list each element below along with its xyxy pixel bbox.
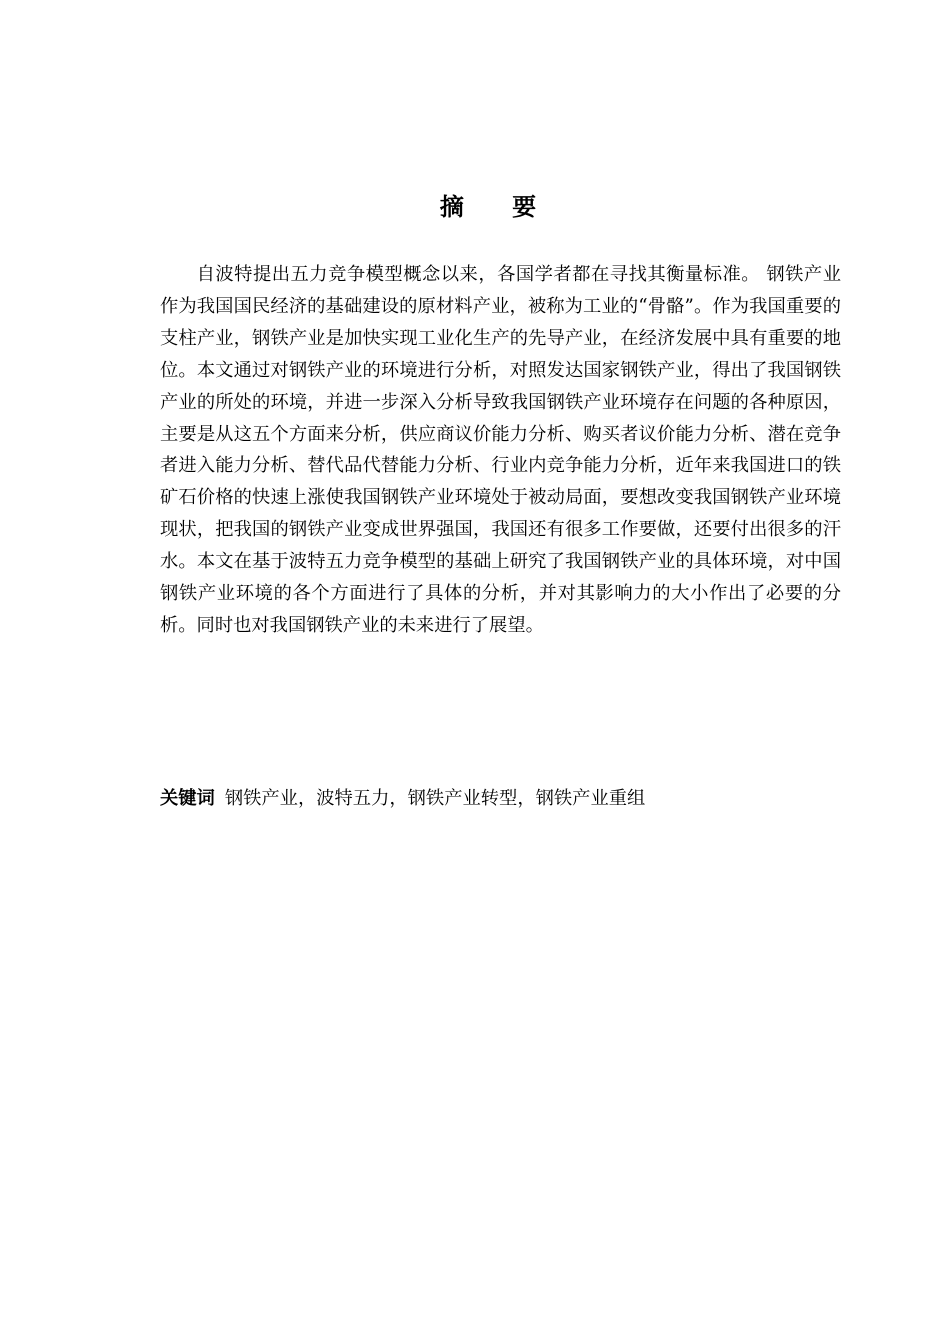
page-title: 摘 要 bbox=[439, 193, 557, 221]
abstract-paragraph: 自波特提出五力竞争模型概念以来，各国学者都在寻找其衡量标准。 钢铁产业作为我国国民经济的基础建设的原材料产业，被称为工业的“骨骼”。作为我国重要的支柱产业，钢铁产业是加快实现工业化生产的先导产业，在经济发展中具有重要的地位。本文通过对钢铁产业的环境进行分析，对照发达国家钢铁产业，得出了我国钢铁产业的所处的环境，并进一步深入分析导致我国钢铁产业环境存在问题的各种原因，主要是从这五个方面来分析，供应商议价能力分析、购买者议价能力分析、潜在竞争者进入能力分析、替代品代替能力分析、行业内竞争能力分析，近年来我国进口的铁矿石价格的快速上涨使我国钢铁产业环境处于被动局面，要想改变我国钢铁产业环境现状，把我国的钢铁产业变成世界强国，我国还有很多工作要做，还要付出很多的汗水。本文在基于波特五力竞争模型的基础上研究了我国钢铁产业的具体环境，对中国钢铁产业环境的各个方面进行了具体的分析，并对其影响力的大小作出了必要的分析。同时也对我国钢铁产业的未来进行了展望。 bbox=[160, 264, 841, 636]
keywords-text: 钢铁产业，波特五力，钢铁产业转型，钢铁产业重组 bbox=[224, 788, 646, 809]
keywords-label: 关键词 bbox=[160, 788, 215, 809]
keywords-line bbox=[160, 784, 841, 814]
